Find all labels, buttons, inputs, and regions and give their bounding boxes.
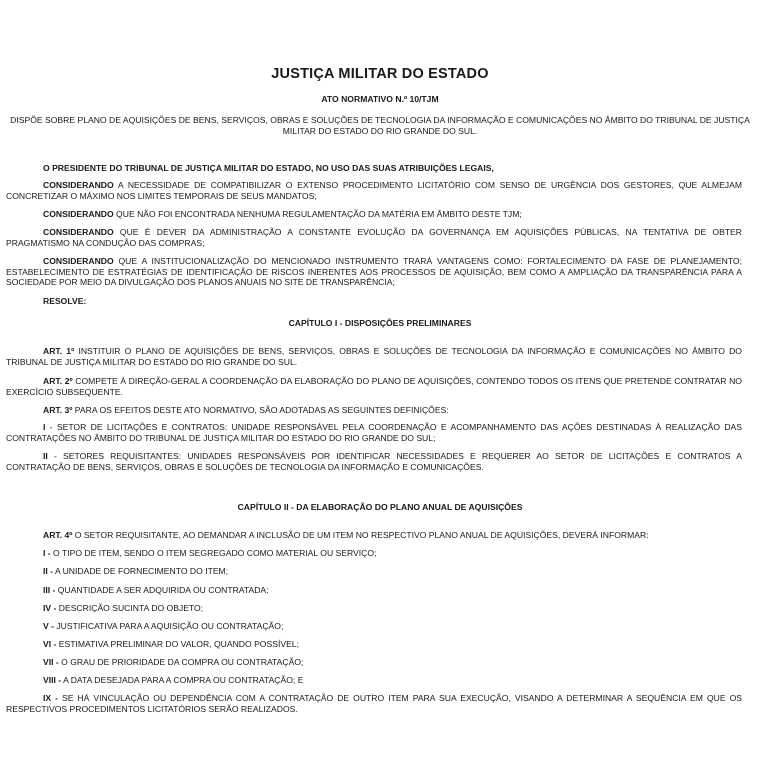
president-clause: O PRESIDENTE DO TRIBUNAL DE JUSTIÇA MILITAR DO ESTADO, NO USO DAS SUAS ATRIBUIÇÕES LEGAIS, xyxy=(43,163,494,173)
list-item: VII - O GRAU DE PRIORIDADE DA COMPRA OU CONTRATAÇÃO; xyxy=(43,657,304,667)
considerando-1: CONSIDERANDO A NECESSIDADE DE COMPATIBILIZAR O EXTENSO PROCEDIMENTO LICITATÓRIO COM SENSO DE URGÊNCIA DOS GESTORES, QUE ALMEJAM CONCRETIZAR O MÁXIMO NOS LIMITES TEMPORAIS DE SEUS MANDATOS; xyxy=(6,180,742,201)
ementa: DISPÕE SOBRE PLANO DE AQUISIÇÕES DE BENS, SERVIÇOS, OBRAS E SOLUÇÕES DE TECNOLOGIA DA INFORMAÇÃO E COMUNICAÇÕES NO ÂMBITO DO TRIBUNAL DE JUSTIÇA MILITAR DO ESTADO DO RIO GRANDE DO SUL. xyxy=(10,115,750,136)
definition-2: II - SETORES REQUISITANTES: UNIDADES RESPONSÁVEIS POR IDENTIFICAR NECESSIDADES E REQUERER AO SETOR DE LICITAÇÕES E CONTRATOS A CONTRATAÇÃO DE BENS, SERVIÇOS, OBRAS E SOLUÇÕES DE TECNOLOGIA DA INFORMAÇÃO E COMUNICAÇÕES. xyxy=(6,451,742,472)
article-1: ART. 1º INSTITUIR O PLANO DE AQUISIÇÕES DE BENS, SERVIÇOS, OBRAS E SOLUÇÕES DE TECNOLOGIA DA INFORMAÇÃO E COMUNICAÇÕES NO ÂMBITO DO TRIBUNAL DE JUSTIÇA MILITAR DO ESTADO DO RIO GRANDE DO SUL. xyxy=(6,346,742,367)
resolve: RESOLVE: xyxy=(43,296,87,306)
list-item: IX - SE HÁ VINCULAÇÃO OU DEPENDÊNCIA COM A CONTRATAÇÃO DE OUTRO ITEM PARA SUA EXECUÇÃO, VISANDO A DETERMINAR A SEQUÊNCIA EM QUE OS RESPECTIVOS PROCEDIMENTOS LICITATÓRIOS SERÃO REALIZADOS. xyxy=(6,693,742,714)
article-3: ART. 3º PARA OS EFEITOS DESTE ATO NORMATIVO, SÃO ADOTADAS AS SEGUINTES DEFINIÇÕES: xyxy=(43,405,449,415)
list-item: VIII - A DATA DESEJADA PARA A COMPRA OU CONTRATAÇÃO; E xyxy=(43,675,304,685)
list-item: II - A UNIDADE DE FORNECIMENTO DO ITEM; xyxy=(43,566,229,576)
list-item: IV - DESCRIÇÃO SUCINTA DO OBJETO; xyxy=(43,603,204,613)
document-title: JUSTIÇA MILITAR DO ESTADO xyxy=(271,66,489,82)
chapter-1-heading: CAPÍTULO I - DISPOSIÇÕES PRELIMINARES xyxy=(288,318,472,328)
article-4: ART. 4º O SETOR REQUISITANTE, AO DEMANDAR A INCLUSÃO DE UM ITEM NO RESPECTIVO PLANO ANUAL DE AQUISIÇÕES, DEVERÁ INFORMAR: xyxy=(43,530,649,540)
list-item: I - O TIPO DE ITEM, SENDO O ITEM SEGREGADO COMO MATERIAL OU SERVIÇO; xyxy=(43,548,377,558)
chapter-2-heading: CAPÍTULO II - DA ELABORAÇÃO DO PLANO ANUAL DE AQUISIÇÕES xyxy=(237,502,523,512)
considerando-4: CONSIDERANDO QUE A INSTITUCIONALIZAÇÃO DO MENCIONADO INSTRUMENTO TRARÁ VANTAGENS COMO: FORTALECIMENTO DA FASE DE PLANEJAMENTO; ESTABELECIMENTO DE ESTRATÉGIAS DE IDENTIFICAÇÃO DE RISCOS INERENTES AOS PROCESSOS DE AQUISIÇÃO, BEM COMO A AMPLIAÇÃO DA TRANSPARÊNCIA PARA A SOCIEDADE POR MEIO DA DIVULGAÇÃO DOS PLANOS ANUAIS NO SITE DE TRANSPARÊNCIA; xyxy=(6,256,742,287)
list-item: VI - ESTIMATIVA PRELIMINAR DO VALOR, QUANDO POSSÍVEL; xyxy=(43,639,299,649)
article-2: ART. 2º COMPETE À DIREÇÃO-GERAL A COORDENAÇÃO DA ELABORAÇÃO DO PLANO DE AQUISIÇÕES, CONTENDO TODOS OS ITENS QUE PRETENDE CONTRATAR NO EXERCÍCIO SUBSEQUENTE. xyxy=(6,376,742,397)
considerando-2: CONSIDERANDO QUE NÃO FOI ENCONTRADA NENHUMA REGULAMENTAÇÃO DA MATÉRIA EM ÂMBITO DESTE TJM; xyxy=(43,209,522,219)
considerando-3: CONSIDERANDO QUE É DEVER DA ADMINISTRAÇÃO A CONSTANTE EVOLUÇÃO DA GOVERNANÇA EM AQUISIÇÕES PÚBLICAS, NA TENTATIVA DE OBTER PRAGMATISMO NA CONDUÇÃO DAS COMPRAS; xyxy=(6,227,742,248)
act-number: ATO NORMATIVO N.º 10/TJM xyxy=(321,94,439,104)
list-item: III - QUANTIDADE A SER ADQUIRIDA OU CONTRATADA; xyxy=(43,585,269,595)
definition-1: I - SETOR DE LICITAÇÕES E CONTRATOS: UNIDADE RESPONSÁVEL PELA COORDENAÇÃO E ACOMPANHAMENTO DAS AÇÕES DESTINADAS À REALIZAÇÃO DAS CONTRATAÇÕES NO ÂMBITO DO TRIBUNAL DE JUSTIÇA MILITAR DO ESTADO DO RIO GRANDE DO SUL; xyxy=(6,422,742,443)
list-item: V - JUSTIFICATIVA PARA A AQUISIÇÃO OU CONTRATAÇÃO; xyxy=(43,621,284,631)
